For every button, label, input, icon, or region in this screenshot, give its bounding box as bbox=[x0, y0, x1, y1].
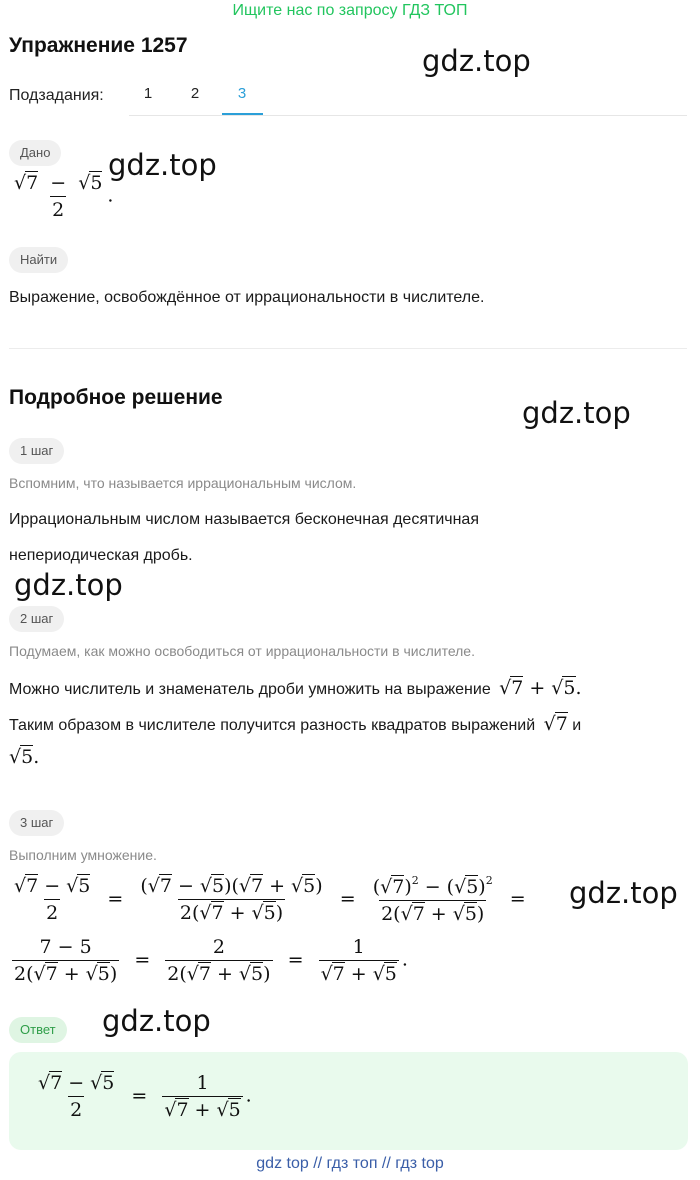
step-1-line-2: непериодическая дробь. bbox=[9, 547, 193, 564]
step-3-hint: Выполним умножение. bbox=[9, 847, 157, 863]
step-2-line-1: Можно числитель и знаменатель дроби умножить на выражение √7 + √5. bbox=[9, 677, 582, 699]
step-3-equation-line-2: $\frac{7 - 5}{2(√7 + √5)}$ = $\frac{2}{2(√7 + √5)}$ = $\frac{1}{√7 + √5}$ . bbox=[14, 936, 408, 985]
step-2-line-2: Таким образом в числителе получится разность квадратов выражений √7 и bbox=[9, 713, 582, 735]
step-2-hint: Подумаем, как можно освободиться от иррациональности в числителе. bbox=[9, 643, 475, 659]
solution-title: Подробное решение bbox=[9, 386, 223, 409]
step-3-equation-line-1: $\frac{√7 - √5}{2}$ = $\frac{(√7 - √5)(√7 + √5)}{2(√7 + √5)}$ = $\frac{(√7)^2 - (√5)^2}{2(√7 + √5)}$ = bbox=[14, 874, 526, 925]
step-2-badge: 2 шаг bbox=[9, 606, 64, 632]
watermark: gdz.top bbox=[102, 1004, 211, 1038]
tabs-divider bbox=[129, 115, 687, 116]
find-text: Выражение, освобождённое от иррациональности в числителе. bbox=[9, 289, 485, 306]
watermark: gdz.top bbox=[522, 396, 631, 430]
find-badge: Найти bbox=[9, 247, 68, 273]
step-1-line-1: Иррациональным числом называется бесконечная десятичная bbox=[9, 511, 479, 528]
answer-badge: Ответ bbox=[9, 1017, 67, 1043]
watermark: gdz.top bbox=[422, 44, 531, 78]
answer-expression: $\frac{√7 - √5}{2}$ = $\frac{1}{√7 + √5}$ . bbox=[38, 1072, 252, 1121]
given-expression: $\frac{√7 - √5}{2}$ . bbox=[14, 172, 114, 221]
subtasks-label: Подзадания: bbox=[9, 87, 104, 104]
watermark: gdz.top bbox=[108, 148, 217, 182]
tab-subtask-2[interactable]: 2 bbox=[190, 85, 200, 102]
footer-links[interactable]: gdz top // гдз топ // гдз top bbox=[256, 1155, 444, 1172]
step-3-badge: 3 шаг bbox=[9, 810, 64, 836]
section-divider bbox=[9, 348, 687, 349]
watermark: gdz.top bbox=[14, 568, 123, 602]
top-banner: Ищите нас по запросу ГДЗ ТОП bbox=[232, 2, 468, 19]
given-badge: Дано bbox=[9, 140, 61, 166]
page-title: Упражнение 1257 bbox=[9, 34, 188, 57]
step-1-badge: 1 шаг bbox=[9, 438, 64, 464]
tab-subtask-3[interactable]: 3 bbox=[237, 85, 247, 102]
tab-subtask-1[interactable]: 1 bbox=[143, 85, 153, 102]
step-1-hint: Вспомним, что называется иррациональным числом. bbox=[9, 475, 357, 491]
active-tab-indicator bbox=[222, 113, 263, 115]
step-2-line-3: √5. bbox=[9, 746, 40, 768]
watermark: gdz.top bbox=[569, 876, 678, 910]
